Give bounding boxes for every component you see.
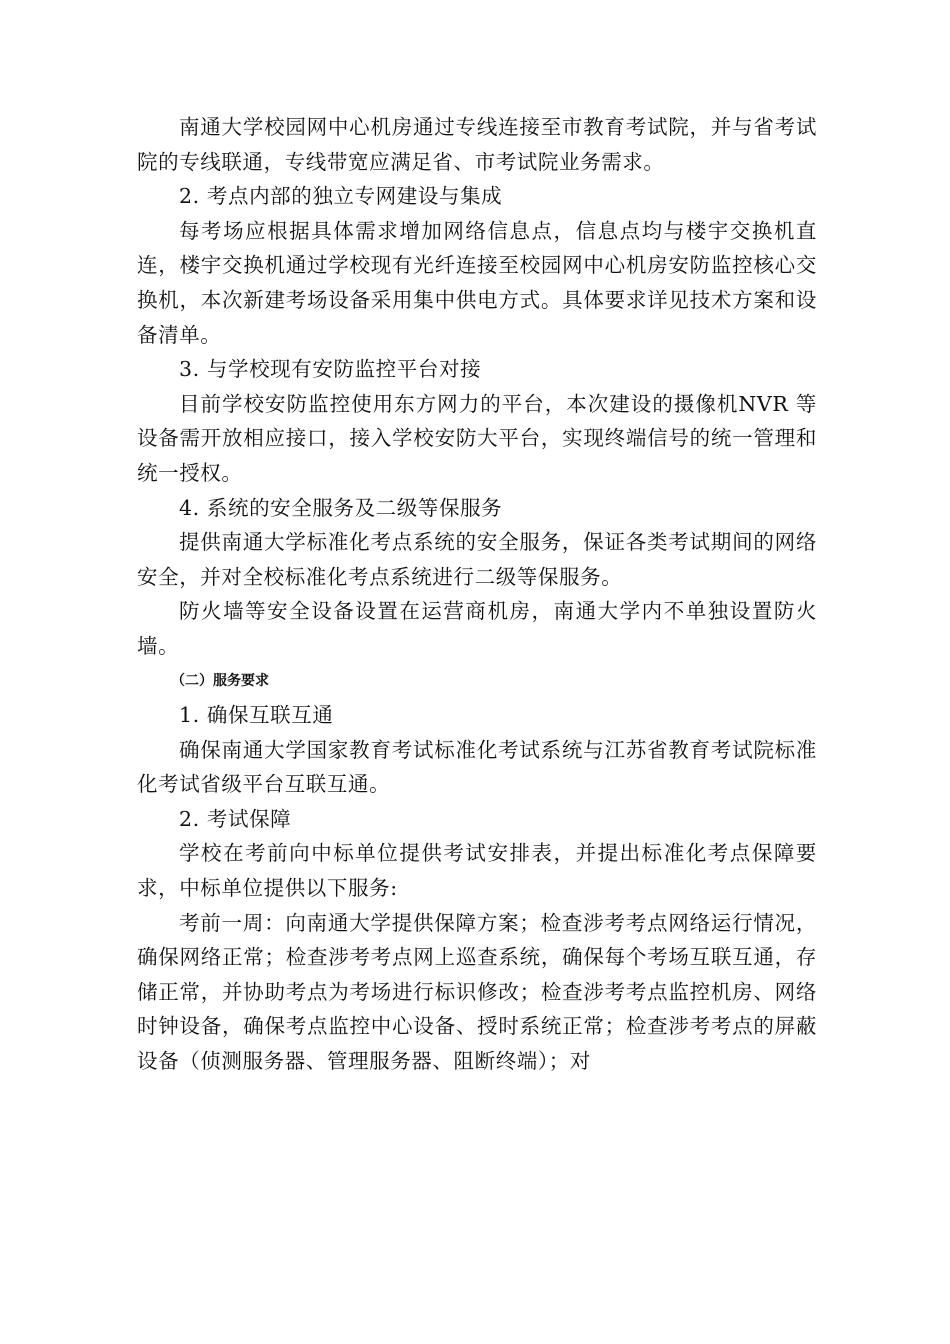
- document-body: [137, 110, 817, 1079]
- heading-security-service: 4. 系统的安全服务及二级等保服务: [179, 495, 503, 520]
- paragraph-network-link: 南通大学校园网中心机房通过专线连接至市教育考试院，并与省考试院的专线联通，专线带宽应满足省、市考试院业务需求。: [137, 115, 817, 174]
- heading-interconnection: 1. 确保互联互通: [179, 703, 334, 728]
- paragraph-exam-schedule: 学校在考前向中标单位提供考试安排表，并提出标准化考点保障要求，中标单位提供以下服务:: [137, 841, 817, 901]
- heading-security-platform: 3. 与学校现有安防监控平台对接: [179, 357, 482, 382]
- section-heading-service-requirements: （二）服务要求: [171, 672, 269, 689]
- paragraph-week-before: 考前一周：向南通大学提供保障方案；检查涉考考点网络运行情况，确保网络正常；检查涉考考点网上巡查系统，确保每个考场互联互通，存储正常，并协助考点为考场进行标识修改；检查涉考考点监控机房、网络时钟设备，确保考点监控中心设备、授时系统正常；检查涉考考点的屏蔽设备（侦测服务器、管理服务器、阻断终端）；对: [137, 910, 817, 1074]
- paragraph-firewall: 防火墙等安全设备设置在运营商机房，南通大学内不单独设置防火墙。: [137, 599, 817, 658]
- paragraph-security-service: 提供南通大学标准化考点系统的安全服务，保证各类考试期间的网络安全，并对全校标准化考点系统进行二级等保服务。: [137, 530, 817, 589]
- paragraph-info-points: 每考场应根据具体需求增加网络信息点，信息点均与楼宇交换机直连，楼宇交换机通过学校现有光纤连接至校园网中心机房安防监控核心交换机，本次新建考场设备采用集中供电方式。具体要求详见技术方案和设备清单。: [137, 218, 817, 347]
- paragraph-interconnection: 确保南通大学国家教育考试标准化考试系统与江苏省教育考试院标准化考试省级平台互联互通。: [137, 737, 817, 797]
- paragraph-platform-integration: 目前学校安防监控使用东方网力的平台，本次建设的摄像机NVR 等设备需开放相应接口，接入学校安防大平台，实现终端信号的统一管理和统一授权。: [137, 391, 817, 485]
- heading-internal-network: 2. 考点内部的独立专网建设与集成: [179, 184, 503, 209]
- heading-exam-support: 2. 考试保障: [179, 806, 292, 831]
